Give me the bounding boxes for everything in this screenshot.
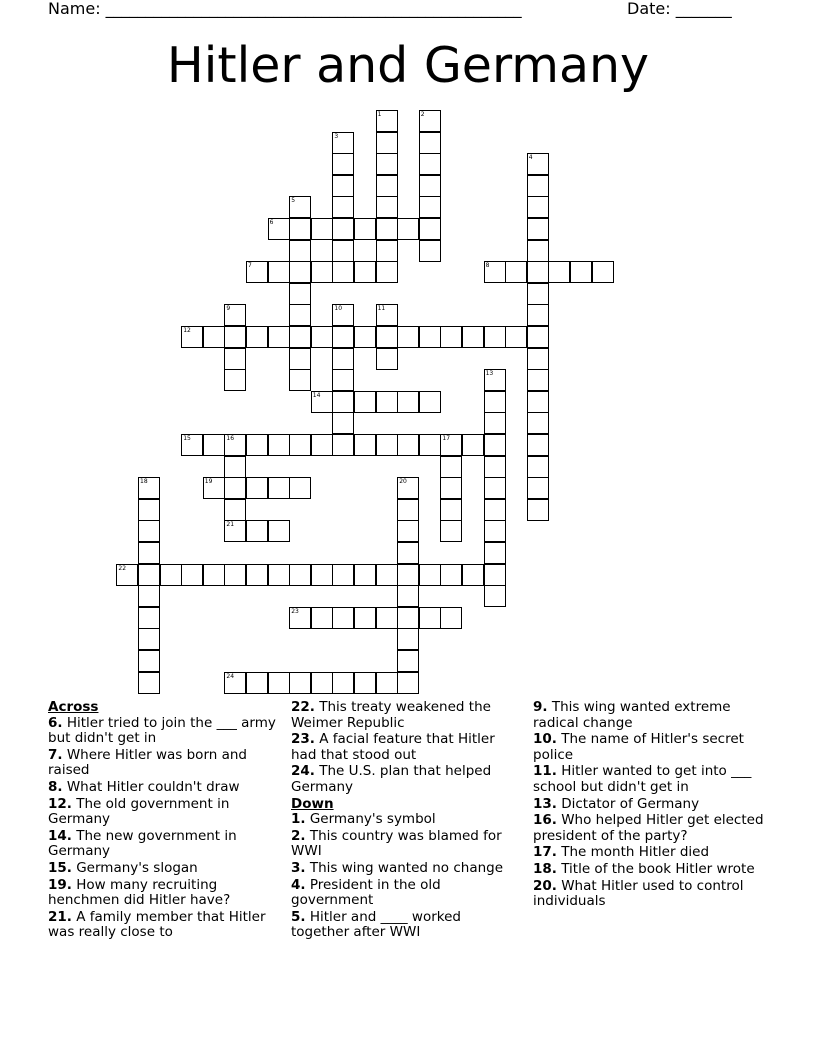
clue-text: Germany's symbol — [305, 811, 436, 828]
grid-cell[interactable] — [332, 672, 354, 694]
grid-cell[interactable] — [289, 564, 311, 586]
grid-cell[interactable] — [160, 564, 182, 586]
grid-cell[interactable] — [289, 348, 311, 370]
grid-cell[interactable] — [332, 175, 354, 197]
grid-cell-number: 6 — [269, 219, 274, 226]
grid-cell[interactable] — [484, 542, 506, 564]
clue-text: The old government in Germany — [48, 795, 230, 828]
clues-column-2 — [291, 700, 523, 942]
grid-cell[interactable] — [376, 348, 398, 370]
clue-text: President in the old government — [291, 876, 441, 909]
grid-cell-number: 24 — [226, 672, 235, 680]
grid-cell[interactable] — [570, 261, 592, 283]
across-clue — [48, 797, 280, 828]
grid-cell-number: 12 — [183, 327, 191, 334]
grid-cell[interactable] — [332, 196, 354, 218]
clue-number: 18. — [533, 860, 557, 877]
clue-text: What Hitler couldn't draw — [62, 778, 240, 795]
grid-cell[interactable] — [246, 326, 268, 348]
grid-cell[interactable] — [484, 261, 506, 283]
grid-cell[interactable] — [268, 564, 290, 586]
grid-cell[interactable] — [138, 520, 160, 542]
clue-text: The month Hitler died — [556, 844, 710, 861]
clue-text: Hitler and ____ worked together after WWI — [291, 908, 461, 941]
down-clue — [533, 797, 765, 813]
grid-cell[interactable] — [224, 672, 246, 694]
grid-cell[interactable] — [246, 477, 268, 499]
clue-text: Hitler tried to join the ___ army but didn't get in — [48, 714, 276, 747]
clue-number: 7. — [48, 746, 63, 763]
grid-cell[interactable] — [376, 434, 398, 456]
grid-cell-number: 14 — [312, 391, 321, 399]
grid-cell[interactable] — [311, 607, 333, 629]
clue-text: Who helped Hitler get elected president of the party? — [533, 812, 764, 844]
grid-cell[interactable] — [462, 434, 484, 456]
grid-cell[interactable] — [311, 564, 333, 586]
grid-cell[interactable] — [484, 585, 506, 607]
clue-text: This wing wanted no change — [305, 859, 504, 876]
grid-cell[interactable] — [376, 240, 398, 262]
grid-cell[interactable] — [354, 218, 376, 240]
grid-cell[interactable] — [397, 326, 419, 348]
grid-cell[interactable] — [224, 369, 246, 391]
grid-cell[interactable] — [289, 283, 311, 305]
grid-cell[interactable] — [440, 434, 462, 456]
grid-cell[interactable] — [332, 240, 354, 262]
grid-cell[interactable] — [376, 391, 398, 413]
grid-cell[interactable] — [484, 434, 506, 456]
across-clue — [48, 829, 280, 860]
down-clue-list-continued — [533, 700, 765, 910]
grid-cell[interactable] — [224, 434, 246, 456]
grid-cell[interactable] — [246, 672, 268, 694]
across-clue — [291, 764, 523, 795]
clue-text: The new government in Germany — [48, 827, 237, 860]
grid-cell[interactable] — [527, 348, 549, 370]
grid-cell[interactable] — [203, 434, 225, 456]
grid-cell[interactable] — [268, 520, 290, 542]
date-field-label[interactable]: Date: _______ — [627, 0, 732, 18]
grid-cell[interactable] — [268, 672, 290, 694]
down-clue — [291, 910, 523, 941]
grid-cell-number: 1 — [377, 111, 382, 118]
grid-cell[interactable] — [181, 564, 203, 586]
clue-text: The name of Hitler's secret police — [533, 731, 744, 763]
grid-cell[interactable] — [332, 153, 354, 175]
clue-number: 12. — [48, 795, 72, 812]
clue-text: A facial feature that Hitler had that stood out — [291, 731, 495, 763]
grid-cell[interactable] — [354, 672, 376, 694]
grid-cell[interactable] — [527, 326, 549, 348]
grid-cell[interactable] — [527, 391, 549, 413]
across-clue — [48, 716, 280, 747]
grid-cell[interactable] — [397, 542, 419, 564]
grid-cell[interactable] — [246, 261, 268, 283]
grid-cell-number: 22 — [118, 564, 127, 572]
grid-cell[interactable] — [332, 564, 354, 586]
grid-cell-number: 4 — [528, 154, 533, 162]
grid-cell[interactable] — [289, 477, 311, 499]
clue-number: 4. — [291, 876, 306, 893]
grid-cell[interactable] — [484, 326, 506, 348]
grid-cell[interactable] — [224, 326, 246, 348]
grid-cell[interactable] — [376, 672, 398, 694]
grid-cell[interactable] — [527, 477, 549, 499]
clue-text: How many recruiting henchmen did Hitler have? — [48, 876, 231, 909]
grid-cell[interactable] — [397, 672, 419, 694]
grid-cell[interactable] — [354, 391, 376, 413]
grid-cell[interactable] — [376, 564, 398, 586]
grid-cell[interactable] — [592, 261, 614, 283]
grid-cell[interactable] — [397, 628, 419, 650]
grid-cell[interactable] — [332, 412, 354, 434]
grid-cell[interactable] — [376, 326, 398, 348]
grid-cell[interactable] — [527, 304, 549, 326]
grid-cell-number: 2 — [420, 111, 425, 118]
grid-cell[interactable] — [289, 218, 311, 240]
down-clue — [291, 829, 523, 860]
grid-cell[interactable] — [224, 304, 246, 326]
grid-cell-number: 19 — [204, 478, 213, 486]
grid-cell[interactable] — [419, 175, 441, 197]
clue-number: 3. — [291, 859, 306, 876]
across-heading: Across — [48, 699, 99, 715]
grid-cell[interactable] — [527, 153, 549, 175]
grid-cell[interactable] — [462, 564, 484, 586]
grid-cell[interactable] — [419, 240, 441, 262]
down-clue — [533, 732, 765, 763]
grid-cell[interactable] — [311, 261, 333, 283]
across-clue-list — [48, 716, 280, 941]
grid-cell[interactable] — [332, 132, 354, 154]
grid-cell[interactable] — [138, 499, 160, 521]
clue-text: Title of the book Hitler wrote — [556, 860, 755, 877]
grid-cell-number: 5 — [291, 197, 296, 205]
grid-cell-number: 23 — [291, 607, 299, 615]
across-clue — [291, 700, 523, 731]
clues-column-3 — [533, 700, 765, 911]
grid-cell[interactable] — [376, 304, 398, 326]
grid-cell[interactable] — [311, 434, 333, 456]
grid-cell[interactable] — [138, 477, 160, 499]
grid-cell[interactable] — [376, 132, 398, 154]
grid-cell[interactable] — [484, 499, 506, 521]
name-field-label[interactable]: Name: ____________________________________________________ — [48, 0, 522, 18]
clue-number: 20. — [533, 877, 557, 894]
grid-cell[interactable] — [289, 607, 311, 629]
grid-cell[interactable] — [527, 499, 549, 521]
grid-cell[interactable] — [419, 391, 441, 413]
grid-cell[interactable] — [397, 499, 419, 521]
grid-cell[interactable] — [527, 412, 549, 434]
grid-cell[interactable] — [419, 218, 441, 240]
grid-cell[interactable] — [268, 326, 290, 348]
grid-cell[interactable] — [268, 218, 290, 240]
clue-number: 13. — [533, 795, 557, 812]
clue-number: 11. — [533, 763, 557, 780]
grid-cell-number: 3 — [334, 132, 339, 140]
grid-cell[interactable] — [138, 650, 160, 672]
clue-text: Where Hitler was born and raised — [48, 746, 248, 779]
grid-cell[interactable] — [311, 391, 333, 413]
grid-cell[interactable] — [376, 261, 398, 283]
grid-cell[interactable] — [268, 434, 290, 456]
clue-text: Hitler wanted to get into ___ school but didn't get in — [533, 763, 752, 795]
grid-cell[interactable] — [268, 477, 290, 499]
grid-cell[interactable] — [332, 607, 354, 629]
grid-cell[interactable] — [311, 672, 333, 694]
grid-cell[interactable] — [203, 477, 225, 499]
grid-cell-number: 17 — [442, 435, 451, 442]
grid-cell[interactable] — [332, 261, 354, 283]
grid-cell[interactable] — [484, 456, 506, 478]
clue-number: 10. — [533, 731, 557, 748]
grid-cell[interactable] — [311, 218, 333, 240]
grid-cell[interactable] — [527, 456, 549, 478]
grid-cell[interactable] — [354, 326, 376, 348]
grid-cell[interactable] — [289, 240, 311, 262]
grid-cell[interactable] — [484, 369, 506, 391]
clue-number: 21. — [48, 908, 72, 925]
grid-cell[interactable] — [332, 348, 354, 370]
down-heading: Down — [291, 795, 334, 812]
grid-cell[interactable] — [289, 304, 311, 326]
grid-cell[interactable] — [332, 304, 354, 326]
across-clue — [291, 732, 523, 763]
grid-cell[interactable] — [116, 564, 138, 586]
grid-cell[interactable] — [354, 261, 376, 283]
grid-cell[interactable] — [462, 326, 484, 348]
clue-text: A family member that Hitler was really close to — [48, 908, 266, 941]
grid-cell-number: 7 — [248, 262, 252, 270]
grid-cell[interactable] — [268, 261, 290, 283]
grid-cell-number: 16 — [226, 435, 235, 442]
grid-cell[interactable] — [440, 456, 462, 478]
grid-cell[interactable] — [419, 607, 441, 629]
grid-cell[interactable] — [527, 283, 549, 305]
clue-number: 22. — [291, 699, 315, 715]
grid-cell-number: 18 — [140, 478, 148, 486]
grid-cell[interactable] — [289, 672, 311, 694]
grid-cell[interactable] — [289, 196, 311, 218]
grid-cell[interactable] — [224, 520, 246, 542]
grid-cell[interactable] — [138, 672, 160, 694]
page-title: Hitler and Germany — [166, 37, 650, 94]
grid-cell[interactable] — [484, 564, 506, 586]
across-clue-list-continued — [291, 700, 523, 796]
grid-cell[interactable] — [419, 110, 441, 132]
grid-cell[interactable] — [332, 391, 354, 413]
grid-cell[interactable] — [224, 348, 246, 370]
clue-number: 2. — [291, 827, 306, 844]
clue-number: 24. — [291, 763, 315, 780]
grid-cell[interactable] — [376, 175, 398, 197]
grid-cell-number: 10 — [334, 305, 343, 313]
down-clue-list — [291, 812, 523, 941]
grid-cell-number: 9 — [226, 305, 231, 313]
clue-number: 8. — [48, 778, 63, 795]
grid-cell[interactable] — [397, 218, 419, 240]
grid-cell[interactable] — [181, 434, 203, 456]
clue-number: 23. — [291, 731, 315, 748]
grid-cell[interactable] — [376, 110, 398, 132]
grid-cell[interactable] — [548, 261, 570, 283]
grid-cell[interactable] — [397, 520, 419, 542]
grid-cell[interactable] — [484, 391, 506, 413]
down-clue — [533, 862, 765, 878]
grid-cell[interactable] — [181, 326, 203, 348]
grid-cell[interactable] — [224, 499, 246, 521]
grid-cell[interactable] — [332, 326, 354, 348]
grid-cell[interactable] — [376, 218, 398, 240]
grid-cell[interactable] — [419, 132, 441, 154]
across-clue — [48, 910, 280, 941]
grid-cell[interactable] — [203, 564, 225, 586]
clue-number: 9. — [533, 699, 548, 715]
grid-cell[interactable] — [246, 434, 268, 456]
clue-number: 16. — [533, 812, 557, 829]
grid-cell[interactable] — [527, 218, 549, 240]
grid-cell[interactable] — [397, 391, 419, 413]
grid-cell[interactable] — [138, 628, 160, 650]
grid-cell[interactable] — [246, 564, 268, 586]
clue-number: 1. — [291, 811, 306, 828]
grid-cell[interactable] — [289, 261, 311, 283]
clue-text: This wing wanted extreme radical change — [533, 699, 731, 731]
clue-text: What Hitler used to control individuals — [533, 877, 744, 910]
down-clue — [291, 861, 523, 877]
grid-cell[interactable] — [224, 564, 246, 586]
grid-cell[interactable] — [440, 607, 462, 629]
grid-cell[interactable] — [527, 369, 549, 391]
down-clue — [291, 878, 523, 909]
grid-cell[interactable] — [376, 153, 398, 175]
down-clue — [533, 700, 765, 731]
grid-cell[interactable] — [138, 564, 160, 586]
clues-column-1 — [48, 700, 280, 942]
grid-cell[interactable] — [505, 261, 527, 283]
grid-cell[interactable] — [527, 261, 549, 283]
grid-cell[interactable] — [527, 434, 549, 456]
grid-cell-number: 11 — [377, 305, 386, 313]
clue-text: This treaty weakened the Weimer Republic — [291, 699, 491, 731]
grid-cell-number: 21 — [226, 521, 235, 529]
grid-cell[interactable] — [246, 520, 268, 542]
grid-cell[interactable] — [440, 499, 462, 521]
down-clue — [533, 813, 765, 844]
clue-text: This country was blamed for WWI — [291, 827, 502, 860]
down-clue — [533, 764, 765, 795]
grid-cell-number: 13 — [485, 370, 494, 378]
grid-cell[interactable] — [440, 477, 462, 499]
clue-number: 19. — [48, 876, 72, 893]
grid-cell[interactable] — [419, 153, 441, 175]
grid-cell[interactable] — [397, 477, 419, 499]
grid-cell[interactable] — [440, 326, 462, 348]
grid-cell[interactable] — [224, 456, 246, 478]
grid-cell[interactable] — [289, 369, 311, 391]
grid-cell[interactable] — [484, 412, 506, 434]
grid-cell[interactable] — [397, 434, 419, 456]
grid-cell[interactable] — [419, 326, 441, 348]
grid-cell[interactable] — [376, 607, 398, 629]
grid-cell[interactable] — [397, 564, 419, 586]
across-clue — [48, 748, 280, 779]
grid-cell[interactable] — [397, 585, 419, 607]
across-clue — [48, 861, 280, 877]
clue-text: The U.S. plan that helped Germany — [291, 763, 492, 795]
grid-cell[interactable] — [311, 326, 333, 348]
down-clue — [291, 812, 523, 828]
grid-cell[interactable] — [397, 607, 419, 629]
across-clue — [48, 878, 280, 909]
grid-cell[interactable] — [289, 326, 311, 348]
grid-cell[interactable] — [484, 520, 506, 542]
down-clue — [533, 879, 765, 910]
grid-cell[interactable] — [138, 607, 160, 629]
grid-cell[interactable] — [354, 434, 376, 456]
grid-cell[interactable] — [527, 240, 549, 262]
grid-cell[interactable] — [289, 434, 311, 456]
grid-cell[interactable] — [138, 542, 160, 564]
grid-cell[interactable] — [224, 477, 246, 499]
grid-cell[interactable] — [203, 326, 225, 348]
grid-cell[interactable] — [332, 218, 354, 240]
grid-cell[interactable] — [440, 564, 462, 586]
grid-cell[interactable] — [332, 434, 354, 456]
grid-cell[interactable] — [376, 196, 398, 218]
clue-number: 17. — [533, 844, 557, 861]
grid-cell[interactable] — [332, 369, 354, 391]
grid-cell[interactable] — [419, 196, 441, 218]
grid-cell[interactable] — [527, 175, 549, 197]
grid-cell[interactable] — [138, 585, 160, 607]
grid-cell[interactable] — [527, 196, 549, 218]
grid-cell[interactable] — [354, 564, 376, 586]
grid-cell-number: 15 — [183, 435, 191, 442]
grid-cell[interactable] — [484, 477, 506, 499]
grid-cell[interactable] — [505, 326, 527, 348]
grid-cell[interactable] — [419, 434, 441, 456]
clue-text: Germany's slogan — [71, 859, 198, 876]
clue-text: Dictator of Germany — [556, 795, 700, 812]
grid-cell-number: 8 — [485, 262, 490, 270]
grid-cell[interactable] — [354, 607, 376, 629]
down-clue — [533, 845, 765, 861]
grid-cell-number: 20 — [399, 478, 407, 486]
grid-cell[interactable] — [397, 650, 419, 672]
grid-cell[interactable] — [440, 520, 462, 542]
clue-number: 6. — [48, 714, 63, 731]
clue-number: 14. — [48, 827, 72, 844]
name-date-line — [48, 0, 748, 20]
across-clue — [48, 780, 280, 796]
clue-number: 15. — [48, 859, 72, 876]
grid-cell[interactable] — [419, 564, 441, 586]
clue-number: 5. — [291, 908, 306, 925]
